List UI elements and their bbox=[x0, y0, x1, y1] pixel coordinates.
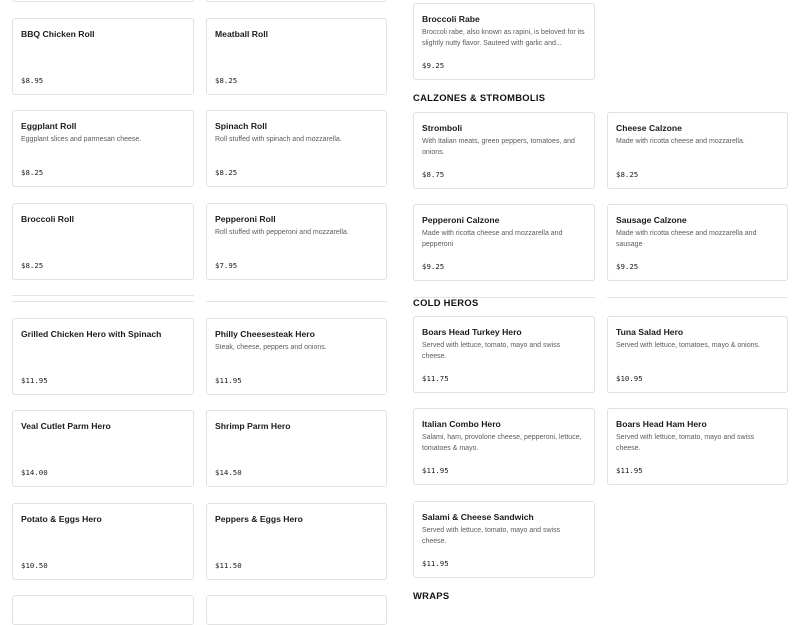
menu-item-card[interactable] bbox=[206, 410, 387, 487]
item-name: Cheese Calzone bbox=[616, 123, 682, 133]
item-description: Served with lettuce, tomato, mayo and swiss cheese. bbox=[422, 342, 561, 360]
item-name: BBQ Chicken Roll bbox=[21, 29, 95, 39]
item-price: $8.25 bbox=[616, 170, 639, 179]
menu-item-card[interactable] bbox=[12, 503, 194, 580]
menu-item-card[interactable] bbox=[12, 18, 194, 95]
menu-item-card[interactable] bbox=[12, 110, 194, 187]
item-name: Pepperoni Calzone bbox=[422, 215, 500, 225]
item-price: $10.95 bbox=[616, 374, 643, 383]
item-description: Made with ricotta cheese and mozzarella and sausage bbox=[616, 230, 757, 248]
menu-item-card[interactable] bbox=[413, 408, 595, 485]
item-description: Salami, ham, provolone cheese, pepperoni, lettuce, tomatoes & mayo. bbox=[422, 434, 582, 452]
item-price: $8.25 bbox=[215, 168, 238, 177]
item-name: Meatball Roll bbox=[215, 29, 269, 39]
menu-item-card[interactable] bbox=[206, 318, 387, 395]
item-price: $7.95 bbox=[215, 261, 238, 270]
item-description: Made with ricotta cheese and mozzarella. bbox=[616, 138, 745, 145]
item-name: Boars Head Turkey Hero bbox=[422, 327, 522, 337]
item-description: Served with lettuce, tomato, mayo and swiss cheese. bbox=[616, 434, 755, 452]
menu-item-card[interactable] bbox=[206, 110, 387, 187]
menu-item-card[interactable] bbox=[413, 204, 595, 281]
section-divider bbox=[12, 295, 194, 296]
item-price: $8.95 bbox=[21, 76, 44, 85]
menu-item-card[interactable] bbox=[206, 203, 387, 280]
menu-item-card-partial[interactable] bbox=[206, 0, 387, 2]
item-price: $10.50 bbox=[21, 561, 48, 570]
section-divider bbox=[12, 301, 194, 302]
item-description: Made with ricotta cheese and mozzarella and pepperoni bbox=[422, 230, 563, 248]
item-name: Broccoli Rabe bbox=[422, 14, 480, 24]
item-price: $9.25 bbox=[422, 61, 445, 70]
menu-item-card[interactable] bbox=[607, 112, 788, 189]
item-price: $11.95 bbox=[422, 559, 449, 568]
item-price: $8.25 bbox=[21, 168, 44, 177]
section-title: CALZONES & STROMBOLIS bbox=[413, 92, 546, 103]
item-price: $11.50 bbox=[215, 561, 242, 570]
item-name: Eggplant Roll bbox=[21, 121, 77, 131]
item-description: Roll stuffed with spinach and mozzarella. bbox=[215, 136, 342, 143]
item-price: $11.95 bbox=[422, 466, 449, 475]
item-price: $9.25 bbox=[616, 262, 639, 271]
item-price: $8.75 bbox=[422, 170, 445, 179]
item-price: $11.95 bbox=[21, 376, 48, 385]
item-name: Boars Head Ham Hero bbox=[616, 419, 707, 429]
section-title: WRAPS bbox=[413, 590, 450, 601]
item-description: Eggplant slices and parmesan cheese. bbox=[21, 136, 142, 143]
menu-item-card[interactable] bbox=[206, 503, 387, 580]
menu-item-card[interactable] bbox=[12, 410, 194, 487]
menu-item-card[interactable] bbox=[607, 316, 788, 393]
item-name: Sausage Calzone bbox=[616, 215, 687, 225]
item-name: Grilled Chicken Hero with Spinach bbox=[21, 329, 162, 339]
item-description: With Italian meats, green peppers, tomatoes, and onions. bbox=[422, 138, 575, 156]
item-name: Italian Combo Hero bbox=[422, 419, 501, 429]
section-title: COLD HEROS bbox=[413, 297, 479, 308]
item-price: $11.75 bbox=[422, 374, 449, 383]
menu-item-card[interactable] bbox=[413, 316, 595, 393]
item-price: $9.25 bbox=[422, 262, 445, 271]
section-divider bbox=[206, 301, 387, 302]
menu-item-card[interactable] bbox=[413, 501, 595, 578]
item-name: Shrimp Parm Hero bbox=[215, 421, 291, 431]
item-name: Salami & Cheese Sandwich bbox=[422, 512, 534, 522]
menu-item-card[interactable] bbox=[206, 18, 387, 95]
menu-item-card[interactable] bbox=[413, 3, 595, 80]
item-price: $14.50 bbox=[215, 468, 242, 477]
menu-item-card[interactable] bbox=[607, 204, 788, 281]
item-price: $14.00 bbox=[21, 468, 48, 477]
menu-item-card[interactable] bbox=[12, 318, 194, 395]
menu-item-card[interactable] bbox=[12, 203, 194, 280]
item-price: $8.25 bbox=[215, 76, 238, 85]
item-description: Steak, cheese, peppers and onions. bbox=[215, 344, 327, 351]
item-description: Served with lettuce, tomatoes, mayo & onions. bbox=[616, 342, 760, 349]
item-price: $11.95 bbox=[616, 466, 643, 475]
item-name: Potato & Eggs Hero bbox=[21, 514, 102, 524]
section-divider bbox=[607, 297, 788, 298]
item-name: Veal Cutlet Parm Hero bbox=[21, 421, 111, 431]
menu-item-card-partial[interactable] bbox=[12, 0, 194, 2]
item-name: Pepperoni Roll bbox=[215, 214, 276, 224]
menu-item-card[interactable] bbox=[413, 112, 595, 189]
item-description: Broccoli rabe, also known as rapini, is beloved for its slightly nutty flavor. Sauteed with garlic and... bbox=[422, 29, 585, 47]
item-description: Roll stuffed with pepperoni and mozzarella. bbox=[215, 229, 349, 236]
item-price: $8.25 bbox=[21, 261, 44, 270]
menu-item-card[interactable] bbox=[607, 408, 788, 485]
item-name: Tuna Salad Hero bbox=[616, 327, 684, 337]
item-name: Philly Cheesesteak Hero bbox=[215, 329, 315, 339]
item-price: $11.95 bbox=[215, 376, 242, 385]
item-name: Broccoli Roll bbox=[21, 214, 75, 224]
item-name: Peppers & Eggs Hero bbox=[215, 514, 303, 524]
item-name: Stromboli bbox=[422, 123, 463, 133]
item-description: Served with lettuce, tomato, mayo and swiss cheese. bbox=[422, 527, 561, 545]
item-name: Spinach Roll bbox=[215, 121, 268, 131]
